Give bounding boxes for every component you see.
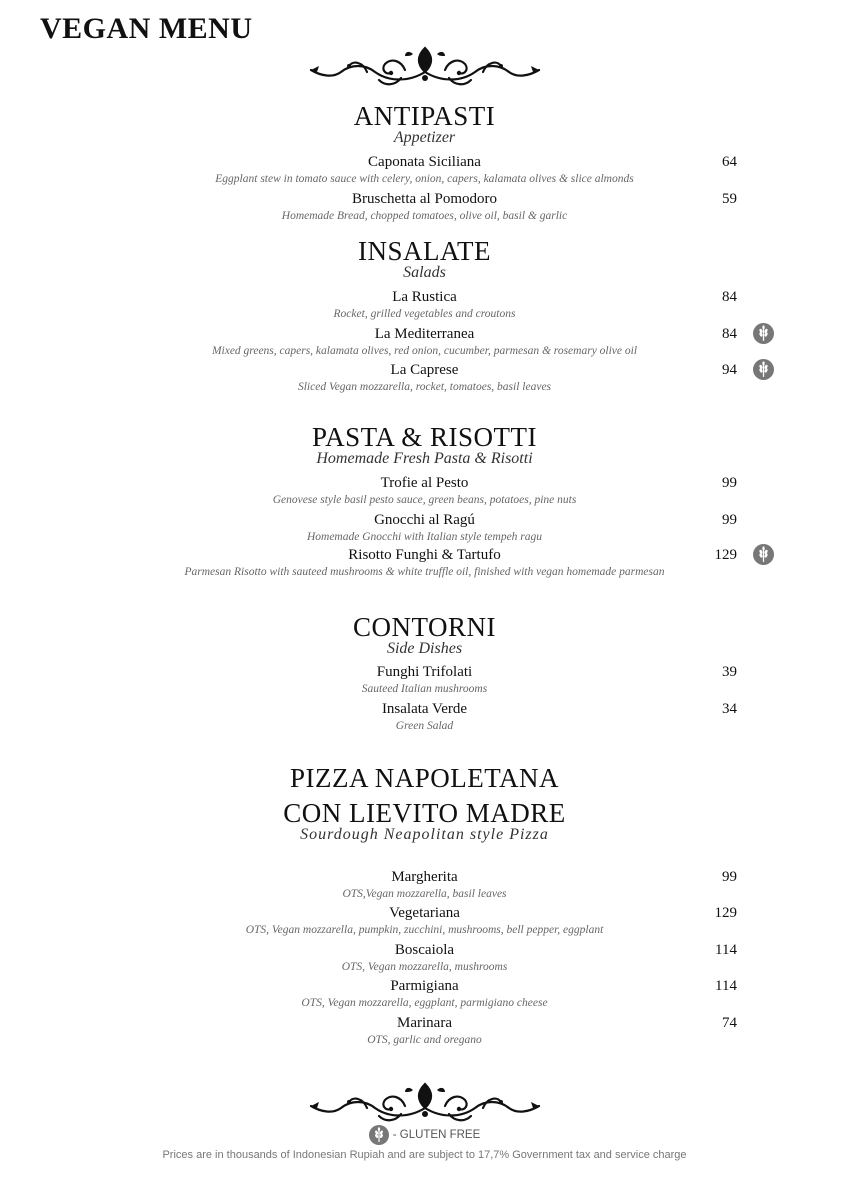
menu-item <box>0 288 849 324</box>
item-price: 34 <box>722 701 737 717</box>
item-price: 129 <box>714 547 737 563</box>
menu-item <box>0 361 849 397</box>
menu-item <box>0 153 849 189</box>
item-description: Sauteed Italian mushrooms <box>361 683 488 695</box>
section-subtitle: Sourdough Neapolitan style Pizza <box>300 826 549 843</box>
item-name: Gnocchi al Ragú <box>374 512 475 528</box>
item-price: 129 <box>714 905 737 921</box>
item-name: Vegetariana <box>389 905 460 921</box>
item-description: Homemade Bread, chopped tomatoes, olive oil, basil & garlic <box>281 210 568 222</box>
item-name: Caponata Siciliana <box>368 154 481 170</box>
menu-item <box>0 325 849 361</box>
item-price: 84 <box>722 289 737 305</box>
item-price: 99 <box>722 475 737 491</box>
item-name: Bruschetta al Pomodoro <box>352 191 497 207</box>
menu-item <box>0 868 849 904</box>
item-name: La Caprese <box>390 362 459 378</box>
item-price: 64 <box>722 154 737 170</box>
price-note: Prices are in thousands of Indonesian Rupiah and are subject to 17,7% Government tax and service charge <box>162 1149 687 1161</box>
item-price: 84 <box>722 326 737 342</box>
item-description: Parmesan Risotto with sauteed mushrooms & white truffle oil, finished with vegan homemade parmesan <box>184 566 665 578</box>
gluten-free-wheat-icon <box>753 323 774 344</box>
item-price: 99 <box>722 869 737 885</box>
item-description: OTS, garlic and oregano <box>367 1034 482 1046</box>
item-description: Homemade Gnocchi with Italian style tempeh ragu <box>306 531 543 543</box>
item-price: 39 <box>722 664 737 680</box>
item-name: Risotto Funghi & Tartufo <box>348 547 501 563</box>
section-subtitle: Side Dishes <box>386 640 463 657</box>
item-description: Genovese style basil pesto sauce, green beans, potatoes, pine nuts <box>272 494 577 506</box>
menu-item <box>0 1014 849 1050</box>
gluten-free-wheat-icon <box>753 544 774 565</box>
menu-item <box>0 190 849 226</box>
item-description: Eggplant stew in tomato sauce with celery, onion, capers, kalamata olives & slice almonds <box>215 173 634 185</box>
menu-item <box>0 546 849 582</box>
item-name: Trofie al Pesto <box>380 475 469 491</box>
menu-item <box>0 511 849 547</box>
page-title: VEGAN MENU <box>40 12 253 45</box>
item-description: Mixed greens, capers, kalamata olives, red onion, cucumber, parmesan & rosemary olive oil <box>211 345 638 357</box>
bottom-flourish-ornament <box>305 1078 545 1124</box>
section-title: ANTIPASTI <box>353 101 496 131</box>
item-name: Insalata Verde <box>381 701 468 717</box>
section-title: CONTORNI <box>352 612 496 642</box>
gluten-free-legend <box>0 1125 849 1145</box>
item-description: OTS,Vegan mozzarella, basil leaves <box>342 888 507 900</box>
item-description: OTS, Vegan mozzarella, eggplant, parmigiano cheese <box>301 997 548 1009</box>
section-subtitle: Salads <box>403 264 446 281</box>
item-description: OTS, Vegan mozzarella, mushrooms <box>341 961 508 973</box>
item-price: 94 <box>722 362 737 378</box>
section-subtitle: Appetizer <box>393 129 456 146</box>
item-name: La Mediterranea <box>374 326 475 342</box>
menu-item <box>0 700 849 736</box>
top-flourish-ornament <box>305 42 545 88</box>
section-title: PIZZA NAPOLETANA <box>289 763 560 793</box>
item-price: 99 <box>722 512 737 528</box>
menu-item <box>0 941 849 977</box>
item-price: 114 <box>715 978 737 994</box>
menu-item <box>0 977 849 1013</box>
section-title: PASTA & RISOTTI <box>312 422 537 452</box>
menu-item <box>0 663 849 699</box>
item-name: La Rustica <box>392 289 457 305</box>
item-price: 59 <box>722 191 737 207</box>
menu-item <box>0 904 849 940</box>
menu-item <box>0 474 849 510</box>
item-name: Boscaiola <box>394 942 455 958</box>
item-name: Parmigiana <box>390 978 459 994</box>
section-title: INSALATE <box>358 236 491 266</box>
item-description: Green Salad <box>395 720 454 732</box>
wheat-icon <box>369 1125 389 1145</box>
gluten-free-wheat-icon <box>753 359 774 380</box>
item-description: Sliced Vegan mozzarella, rocket, tomatoes, basil leaves <box>297 381 552 393</box>
gluten-free-legend-text: - GLUTEN FREE <box>392 1129 481 1142</box>
section-title: CON LIEVITO MADRE <box>283 798 566 828</box>
item-price: 74 <box>722 1015 737 1031</box>
item-description: Rocket, grilled vegetables and croutons <box>333 308 516 320</box>
item-name: Funghi Trifolati <box>376 664 473 680</box>
item-price: 114 <box>715 942 737 958</box>
item-name: Marinara <box>397 1015 452 1031</box>
section-subtitle: Homemade Fresh Pasta & Risotti <box>316 450 533 467</box>
item-name: Margherita <box>391 869 458 885</box>
item-description: OTS, Vegan mozzarella, pumpkin, zucchini, mushrooms, bell pepper, eggplant <box>245 924 604 936</box>
